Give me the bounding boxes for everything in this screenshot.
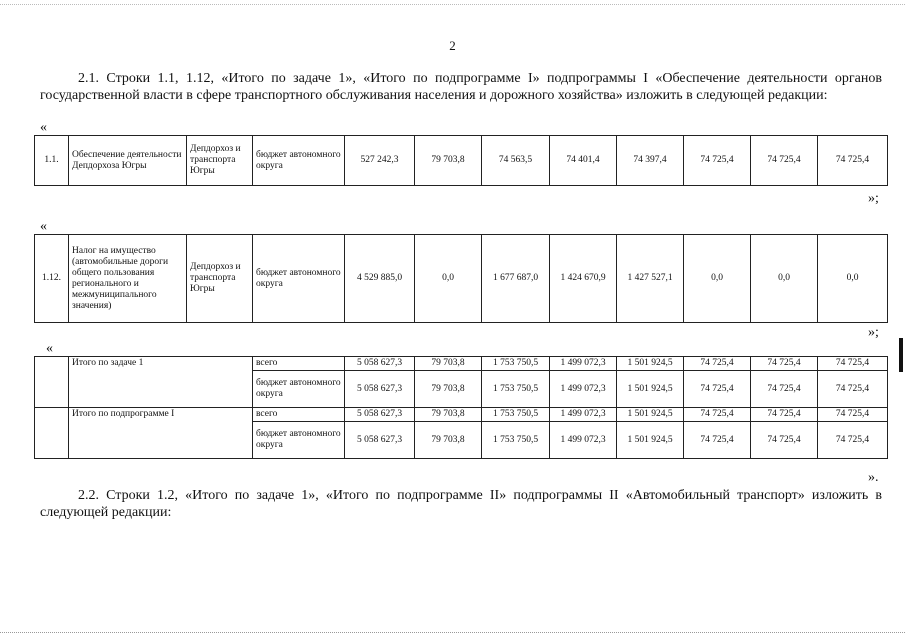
source-budget: бюджет автономного округа (253, 371, 345, 408)
value-cell: 0,0 (818, 235, 888, 323)
value-cell: 1 753 750,5 (482, 422, 550, 459)
value-cell: 74 725,4 (818, 357, 888, 371)
value-cell: 79 703,8 (415, 371, 482, 408)
value-cell: 0,0 (751, 235, 818, 323)
value-total: 5 058 627,3 (345, 371, 415, 408)
value-cell: 74 725,4 (684, 408, 751, 422)
table-row-1-12 (34, 234, 888, 323)
value-total: 4 529 885,0 (345, 235, 415, 323)
row-name: Обеспечение деятельности Депдорхоза Югры (69, 136, 187, 186)
value-cell: 74 563,5 (482, 136, 550, 186)
value-cell: 1 424 670,9 (550, 235, 617, 323)
value-cell: 74 725,4 (684, 136, 751, 186)
value-cell: 74 725,4 (751, 371, 818, 408)
value-cell: 1 501 924,5 (617, 408, 684, 422)
source-all: всего (253, 408, 345, 422)
program-total-label: Итого по подпрограмме I (69, 408, 253, 459)
value-cell: 0,0 (415, 235, 482, 323)
value-cell: 79 703,8 (415, 422, 482, 459)
value-cell: 1 501 924,5 (617, 422, 684, 459)
value-cell: 74 725,4 (751, 136, 818, 186)
value-cell: 1 499 072,3 (550, 371, 617, 408)
empty-cell (35, 357, 69, 408)
row-number: 1.1. (35, 136, 69, 186)
quote-open-3: « (46, 341, 53, 356)
value-cell: 74 397,4 (617, 136, 684, 186)
value-cell: 1 499 072,3 (550, 357, 617, 371)
value-cell: 74 725,4 (684, 357, 751, 371)
value-total: 5 058 627,3 (345, 408, 415, 422)
value-cell: 1 753 750,5 (482, 357, 550, 371)
quote-close-1: »; (868, 191, 879, 206)
task-total-label: Итого по задаче 1 (69, 357, 253, 408)
value-total: 5 058 627,3 (345, 357, 415, 371)
value-cell: 74 725,4 (751, 422, 818, 459)
value-cell: 1 753 750,5 (482, 371, 550, 408)
source-all: всего (253, 357, 345, 371)
value-cell: 1 677 687,0 (482, 235, 550, 323)
row-number: 1.12. (35, 235, 69, 323)
value-cell: 74 725,4 (818, 136, 888, 186)
value-cell: 74 725,4 (684, 422, 751, 459)
row-executor: Депдорхоз и транспорта Югры (187, 136, 253, 186)
value-cell: 74 401,4 (550, 136, 617, 186)
table-row-1-1 (34, 135, 888, 186)
value-cell: 1 501 924,5 (617, 357, 684, 371)
value-cell: 79 703,8 (415, 408, 482, 422)
quote-open-2: « (40, 219, 47, 234)
value-cell: 1 427 527,1 (617, 235, 684, 323)
value-cell: 1 499 072,3 (550, 422, 617, 459)
value-cell: 74 725,4 (818, 422, 888, 459)
value-cell: 1 753 750,5 (482, 408, 550, 422)
row-source: бюджет автономного округа (253, 136, 345, 186)
quote-close-3: ». (868, 470, 879, 485)
scan-edge-top (0, 4, 905, 6)
value-cell: 1 501 924,5 (617, 371, 684, 408)
row-executor: Депдорхоз и транспорта Югры (187, 235, 253, 323)
empty-cell (35, 408, 69, 459)
value-total: 527 242,3 (345, 136, 415, 186)
table-totals (34, 356, 888, 459)
quote-open-1: « (40, 120, 47, 135)
scan-edge-bottom (0, 632, 905, 634)
source-budget: бюджет автономного округа (253, 422, 345, 459)
value-cell: 74 725,4 (818, 408, 888, 422)
value-cell: 1 499 072,3 (550, 408, 617, 422)
value-cell: 0,0 (684, 235, 751, 323)
section-2-1-text: 2.1. Строки 1.1, 1.12, «Итого по задаче 1», «Итого по подпрограмме I» подпрограммы I «Обеспечение деятельности органов государственной власти в сфере транспортного обслуживания населения и дорожного хозяйства» изложить в следующей редакции: (40, 71, 882, 103)
value-cell: 79 703,8 (415, 357, 482, 371)
value-cell: 79 703,8 (415, 136, 482, 186)
row-source: бюджет автономного округа (253, 235, 345, 323)
value-cell: 74 725,4 (684, 371, 751, 408)
scan-edge-mark (899, 338, 903, 372)
value-cell: 74 725,4 (751, 357, 818, 371)
quote-close-2: »; (868, 325, 879, 340)
value-cell: 74 725,4 (751, 408, 818, 422)
section-2-2-text: 2.2. Строки 1.2, «Итого по задаче 1», «Итого по подпрограмме II» подпрограммы II «Автомобильный транспорт» изложить в следующей редакции: (40, 488, 882, 520)
row-name: Налог на имущество (автомобильные дороги общего пользования регионального и межмуниципального значения) (69, 235, 187, 323)
value-cell: 74 725,4 (818, 371, 888, 408)
page-number: 2 (449, 38, 456, 53)
value-total: 5 058 627,3 (345, 422, 415, 459)
